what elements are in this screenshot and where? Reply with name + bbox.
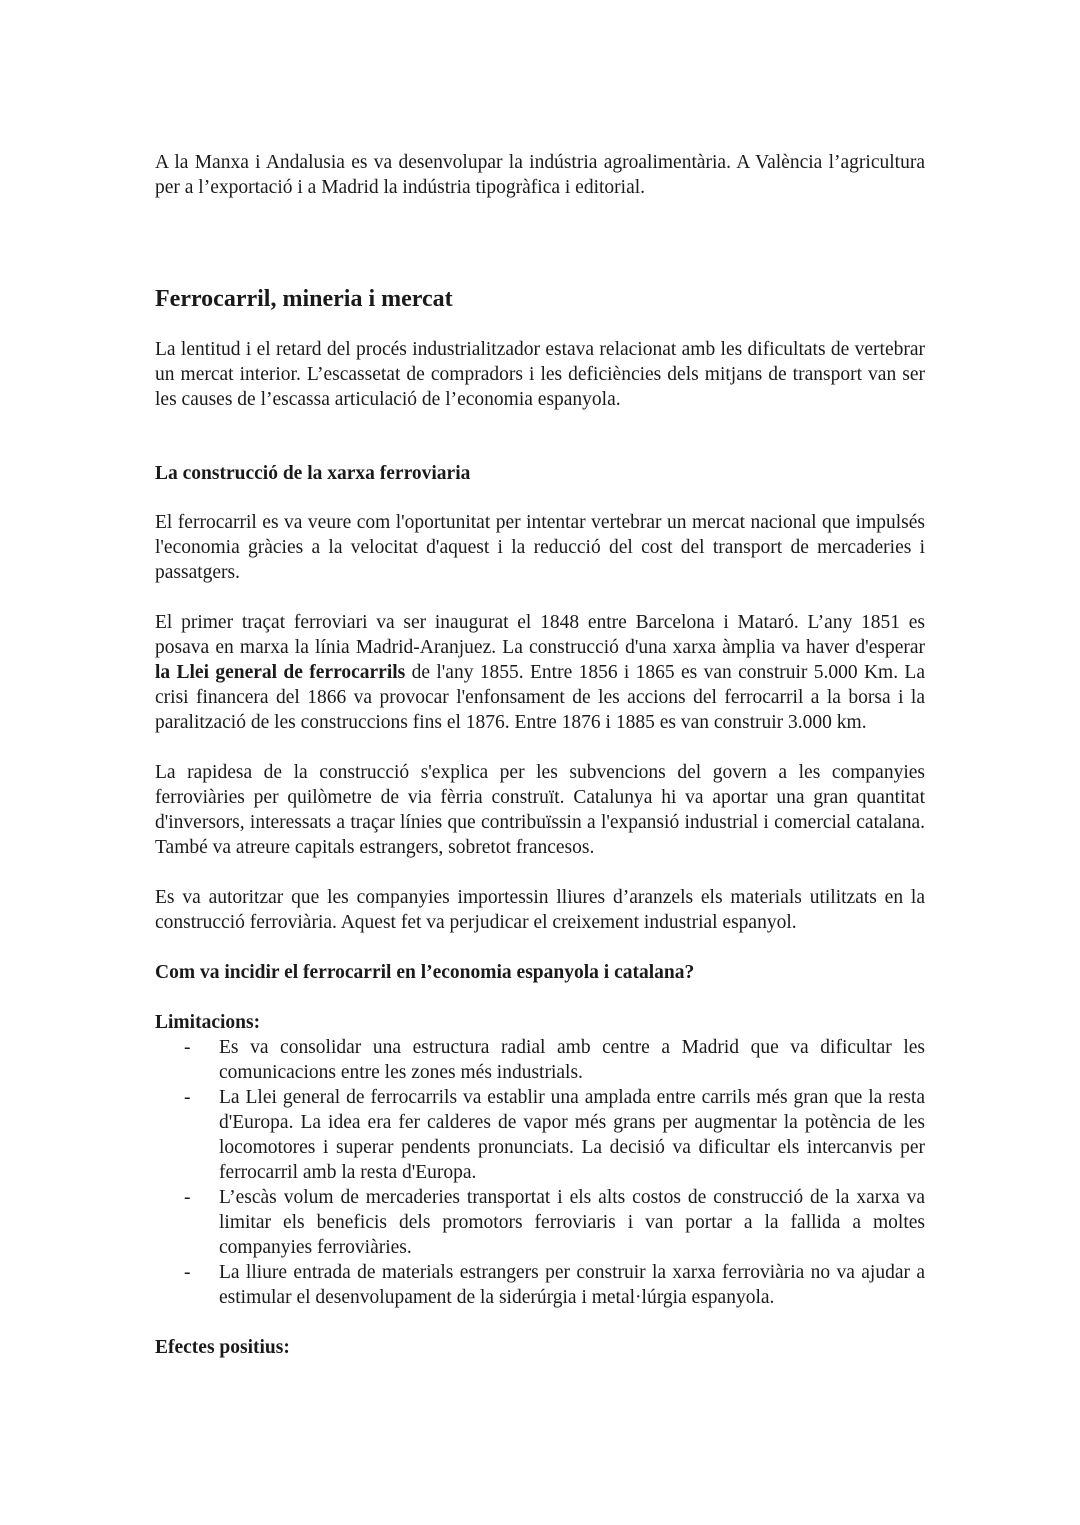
intro-paragraph: A la Manxa i Andalusia es va desenvolupar la indústria agroalimentària. A València l’agricultura per a l’exportació i a Madrid la indústria tipogràfica i editorial.	[155, 152, 925, 198]
llei-general-bold: la Llei general de ferrocarrils	[155, 662, 406, 683]
list-item	[155, 1085, 925, 1185]
xarxa-p2-text-before: El primer traçat ferroviari va ser inaugurat el 1848 entre Barcelona i Mataró. L’any 1851 es posava en marxa la línia Madrid-Aranjuez. La construcció d'una xarxa àmplia va haver d'esperar	[155, 612, 925, 658]
limitations-heading: Limitacions:	[155, 1012, 261, 1033]
dash-bullet: -	[184, 1037, 191, 1058]
dash-bullet: -	[184, 1262, 191, 1283]
list-item	[155, 1185, 925, 1260]
limitations-list	[155, 1035, 925, 1310]
positive-effects-heading: Efectes positius:	[155, 1337, 290, 1358]
dash-bullet: -	[184, 1087, 191, 1108]
subsection-title-xarxa: La construcció de la xarxa ferroviaria	[155, 463, 471, 484]
xarxa-paragraph-3: La rapidesa de la construcció s'explica per les subvencions del govern a les companyies ferroviàries per quilòmetre de via fèrria construït. Catalunya hi va aportar una gran quantitat d'inversors, interessats a traçar línies que contribuïssin a l'expansió industrial i comercial catalana. També va atreure capitals estrangers, sobretot francesos.	[155, 762, 925, 858]
section-title-ferrocarril: Ferrocarril, mineria i mercat	[155, 286, 453, 312]
list-item	[155, 1260, 925, 1310]
list-item-text: L’escàs volum de mercaderies transportat i els alts costos de construcció de la xarxa va limitar els beneficis dels promotors ferroviaris i van portar a la fallida a moltes companyies ferroviàries.	[219, 1187, 925, 1258]
section1-paragraph: La lentitud i el retard del procés industrialitzador estava relacionat amb les dificultats de vertebrar un mercat interior. L’escassetat de compradors i les deficiències dels mitjans de transport van ser les causes de l’escassa articulació de l’economia espanyola.	[155, 339, 925, 410]
xarxa-paragraph-1: El ferrocarril es va veure com l'oportunitat per intentar vertebrar un mercat nacional que impulsés l'economia gràcies a la velocitat d'aquest i la reducció del cost del transport de mercaderies i passatgers.	[155, 512, 925, 583]
list-item	[155, 1035, 925, 1085]
dash-bullet: -	[184, 1187, 191, 1208]
list-item-text: Es va consolidar una estructura radial amb centre a Madrid que va dificultar les comunicacions entre les zones més industrials.	[219, 1037, 925, 1083]
list-item-text: La Llei general de ferrocarrils va establir una amplada entre carrils més gran que la resta d'Europa. La idea era fer calderes de vapor més grans per augmentar la potència de les locomotores i superar pendents pronunciats. La decisió va dificultar els intercanvis per ferrocarril amb la resta d'Europa.	[219, 1087, 925, 1183]
document-page	[155, 150, 925, 1360]
list-item-text: La lliure entrada de materials estrangers per construir la xarxa ferroviària no va ajudar a estimular el desenvolupament de la siderúrgia i metal·lúrgia espanyola.	[219, 1262, 925, 1308]
xarxa-paragraph-4: Es va autoritzar que les companyies importessin lliures d’aranzels els materials utilitzats en la construcció ferroviària. Aquest fet va perjudicar el creixement industrial espanyol.	[155, 887, 925, 933]
xarxa-p2-text-after: de l'any 1855. Entre 1856 i 1865 es van construir 5.000 Km. La crisi financera del 1866 va provocar l'enfonsament de les accions del ferrocarril a la borsa i la paralització de les construccions fins el 1876. Entre 1876 i 1885 es van construir 3.000 km.	[155, 662, 926, 733]
xarxa-paragraph-2	[155, 610, 925, 735]
question-heading: Com va incidir el ferrocarril en l’economia espanyola i catalana?	[155, 962, 695, 983]
